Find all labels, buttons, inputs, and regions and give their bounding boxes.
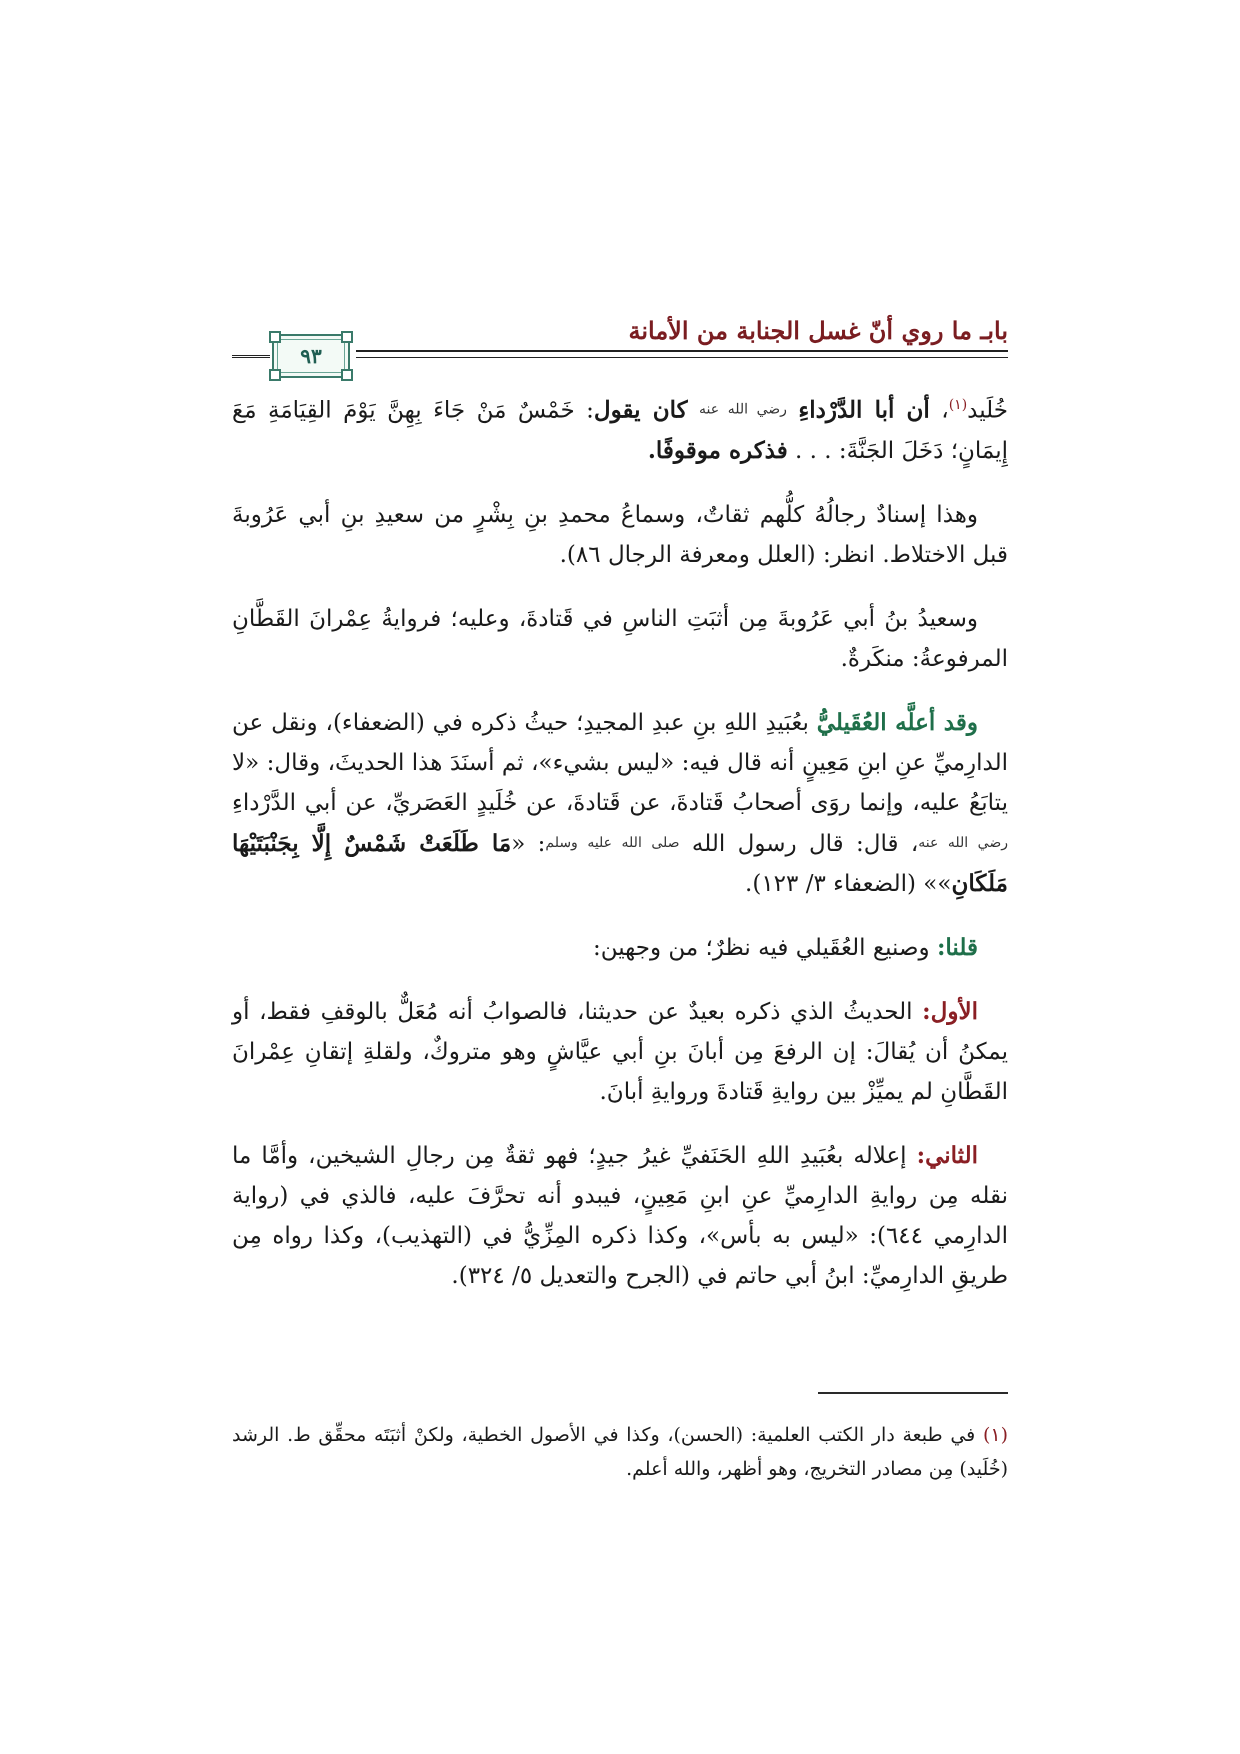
bold-run: فذكره موقوفًا. [647,436,788,464]
text-run: : « [511,830,546,857]
paragraph-uqayli [232,703,1008,904]
text-run [787,398,798,424]
paragraph-first-point [232,992,1008,1112]
ornament-corner-icon [269,331,281,343]
footnote-text: في طبعة دار الكتب العلمية: (الحسن)، وكذا في الأصول الخطية، ولكنْ أثبَتَه محقِّق ط. الرشد (خُلَيد) مِن مصادر التخريج، وهو أظهر، والله أعلم. [232,1424,1008,1480]
paragraph-isnad: وهذا إسنادٌ رجالُهُ كلُّهم ثقاتٌ، وسماعُ محمدِ بنِ بِشْرٍ من سعيدِ بنِ أبي عَرُوبةَ قبل الاختلاط. انظر: (العلل ومعرفة الرجال ٨٦). [232,501,1008,568]
radiya-honorific-icon: رضي الله عنه [918,834,1008,851]
text-run: ، [929,397,949,424]
header-rule-bottom [356,357,1008,358]
hadith-quote: مَا طَلَعَتْ شَمْسٌ إِلَّا بِجَنْبَتَيْهَا مَلَكَانِ [232,829,1008,897]
page-number: ٩٣ [300,344,322,368]
paragraph-hadith-text [232,385,1008,471]
highlight-lead: قلنا: [936,933,978,961]
footnote-reference[interactable]: (١) [948,397,968,413]
ornament-corner-icon [269,369,281,381]
narrator-name: خُلَيد [967,397,1009,424]
footnote [232,1418,1008,1486]
header-rule-top [356,350,1008,352]
text-run: الحديثُ الذي ذكره بعيدٌ عن حديثنا، فالصوابُ أنه مُعَلٌّ بالوقفِ فقط، أو يمكنُ أن يُقالَ: إن الرفعَ مِن أبانَ بنِ أبي عيَّاشٍ وهو متروكٌ، ولقلةِ إتقانِ عِمْرانَ القَطَّانِ لم يميِّزْ بين روايةِ قَتادةَ وروايةِ أبانَ. [232,998,1008,1105]
highlight-lead: الثاني: [916,1141,978,1169]
chapter-title: بابـ ما روي أنّ غسل الجنابة من الأمانة [628,316,1008,345]
ornament-corner-icon [341,369,353,381]
text-run: »» (الضعفاء ٣/ ١٢٣). [745,870,952,897]
bold-run: كان يقول [593,396,688,424]
text-run: ، قال: قال رسول الله [691,830,919,857]
hadith-quote: : خَمْسٌ مَنْ جَاءَ بِهِنَّ يَوْمَ القِيَامَةِ مَعَ إِيمَانٍ؛ دَخَلَ الجَنَّةَ: . . . [232,397,1008,464]
text-run: إعلاله بعُبَيدِ اللهِ الحَنَفيِّ غيرُ جيدٍ؛ فهو ثقةٌ مِن رجالِ الشيخين، وأمَّا ما نقله مِن روايةِ الدارِميِّ عنِ ابنِ مَعِينٍ، فيبدو أنه تحرَّفَ عليه، فالذي في (رواية الدارِمي ٦٤٤): «ليس به بأس»، وكذا ذكره المِزِّيُّ في (التهذيب)، وكذا رواه مِن طريقِ الدارِميِّ: ابنُ أبي حاتم في (الجرح والتعديل ٥/ ٣٢٤). [232,1142,1008,1289]
paragraph-second-point [232,1136,1008,1296]
salla-honorific-icon: صلى الله عليه وسلم [545,834,680,851]
bold-run: أن أبا الدَّرْداءِ [798,396,930,424]
paragraph-said: وسعيدُ بنُ أبي عَرُوبةَ مِن أثبَتِ الناسِ في قَتادةَ، وعليه؛ فروايةُ عِمْرانَ القَطَّانِ المرفوعةُ: منكَرةٌ. [232,605,1008,672]
highlight-lead: وقد أعلَّه العُقَيليُّ [816,708,978,736]
header-rule-left [232,355,270,358]
page-number-badge [272,334,350,378]
running-header [232,292,1008,372]
paragraph-qulna [232,928,1008,968]
highlight-lead: الأول: [922,997,978,1025]
footnote-number: (١) [982,1424,1008,1446]
radiya-honorific-icon: رضي الله عنه [699,401,787,418]
text-run: وصنيع العُقَيلي فيه نظرٌ؛ من وجهين: [592,934,937,961]
footnote-separator [818,1392,1008,1394]
ornament-corner-icon [341,331,353,343]
main-text [232,385,1008,1320]
text-run: بعُبَيدِ اللهِ بنِ عبدِ المجيدِ؛ حيثُ ذكره في (الضعفاء)، ونقل عن الدارِميِّ عنِ ابنِ مَعِينٍ أنه قال فيه: «ليس بشيء»، ثم أسنَدَ هذا الحديثَ، وقال: «لا يتابَعُ عليه، وإنما روَى أصحابُ قَتادةَ، عن قَتادةَ، عن خُلَيدٍ العَصَريِّ، عن أبي الدَّرْداءِ [232,709,1008,816]
